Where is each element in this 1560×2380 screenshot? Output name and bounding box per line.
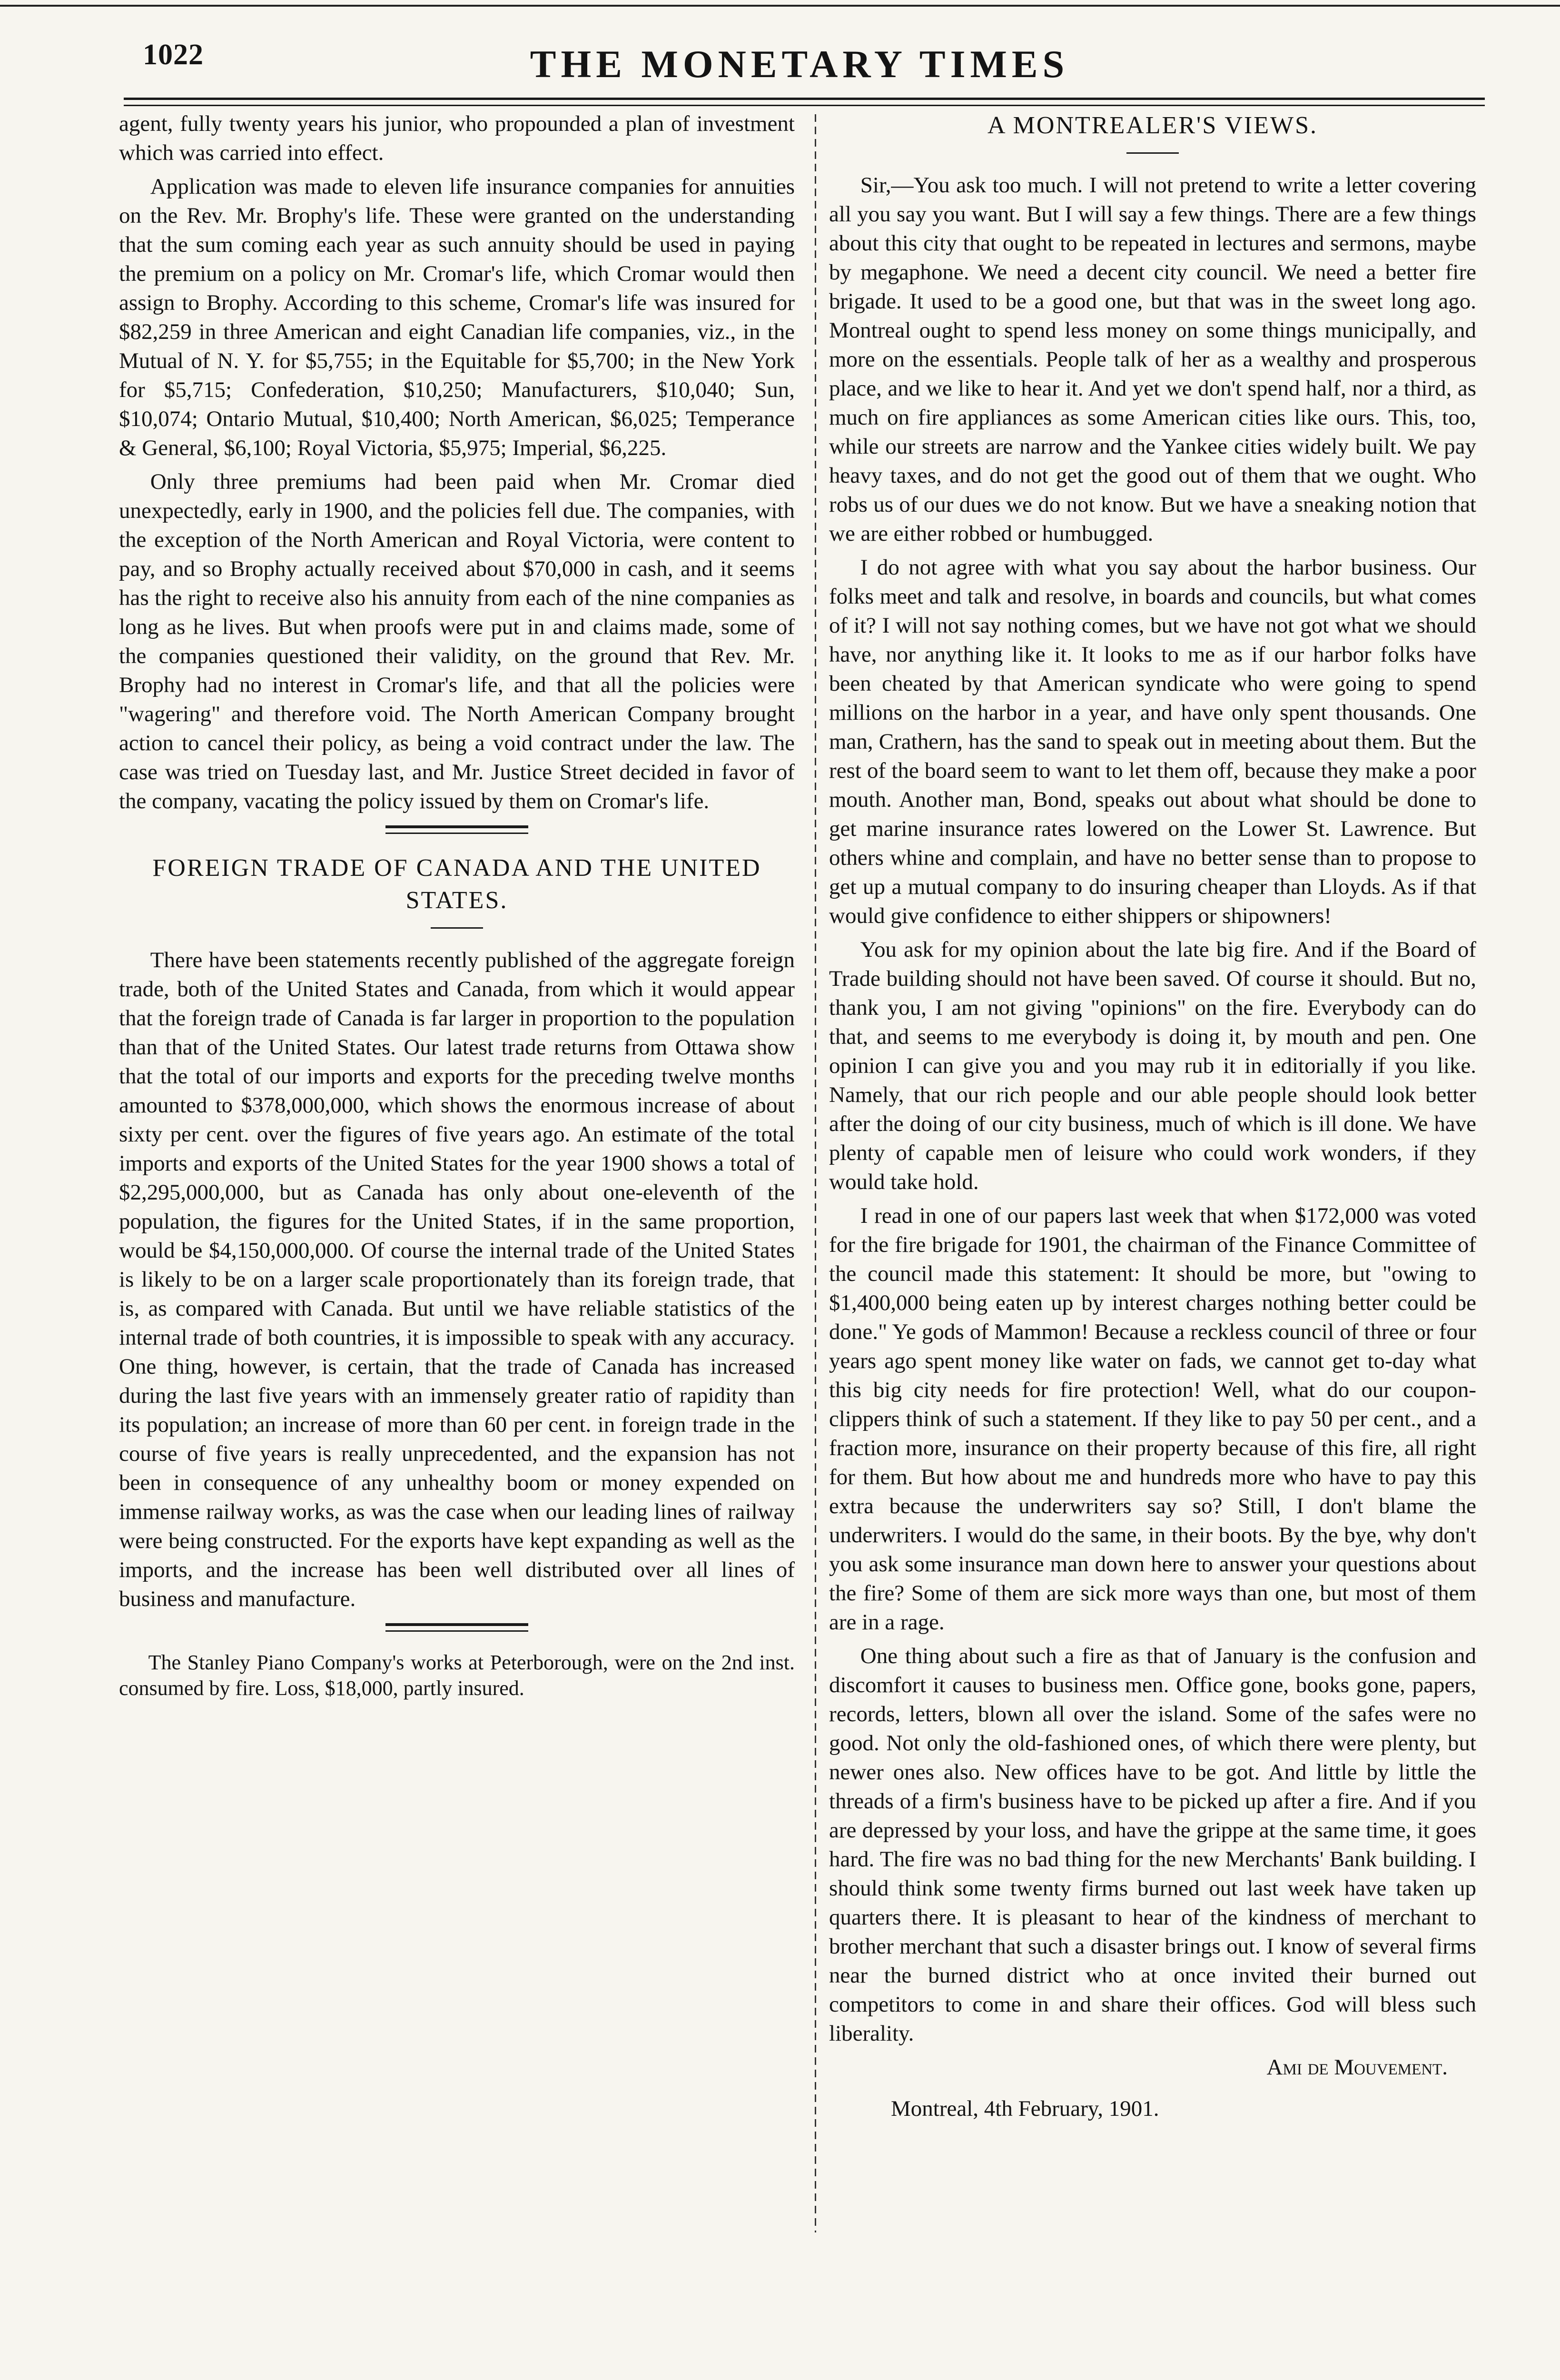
letter-paragraph: I read in one of our papers last week that when $172,000 was voted for the fire brigade for 1901, the chairman of the Finance Committee of the council made this statement: It should be more, but "owing to $1,400,000 being eaten up by interest charges nothing better could be done." Ye gods of Mammon! Because a reckless council of three or four years ago spent money like water on fads, we cannot get to-day what this big city needs for fire protection! Well, what do our coupon-clippers think of such a statement. If they like to pay 50 per cent., and a fraction more, insurance on their property because of this fire, all right for them. But how about me and hundreds more who have to pay this extra because the underwriters say so? Still, I don't blame the underwriters. I would do the same, in their boots. By the bye, why don't you ask some insurance man down here to answer your questions about the fire? Some of them are sick more ways than one, but most of them are in a rage. xyxy=(829,1203,1476,1635)
article-brophy-insurance xyxy=(119,109,795,816)
article-paragraph: There have been statements recently published of the aggregate foreign trade, both of the United States and Canada, from which it would appear that the foreign trade of Canada is far larger in proportion to the population than that of the United States. Our latest trade returns from Ottawa show that the total of our imports and exports for the preceding twelve months amounted to $378,000,000, which shows the enormous increase of about sixty per cent. over the figures of five years ago. An estimate of the total imports and exports of the United States for the year 1900 shows a total of $2,295,000,000, but as Canada has only about one-eleventh of the population, the figures for the United States, if in the same proportion, would be $4,150,000,000. Of course the internal trade of the United States is likely to be on a larger scale proportionately than its foreign trade, that is, as compared with Canada. But until we have reliable statistics of the internal trade of both countries, it is impossible to speak with any accuracy. One thing, however, is certain, that the trade of Canada has increased during the last five years with an immensely greater ratio of rapidity than its population; an increase of more than 60 per cent. in foreign trade in the course of five years is really unprecedented, and the expansion has not been in consequence of any unhealthy boom or money expended on immense railway works, as was the case when our leading lines of railway were being constructed. For the exports have kept expanding as well as the imports, and the increase has been well distributed over all lines of business and manufacture. xyxy=(119,948,795,1611)
article-title: FOREIGN TRADE OF CANADA AND THE UNITED STATES. xyxy=(152,854,761,914)
news-note xyxy=(119,1650,795,1701)
page-header xyxy=(114,33,1485,90)
header-rule xyxy=(124,98,1485,100)
section-separator xyxy=(385,1623,528,1632)
letter-paragraph: You ask for my opinion about the late big fire. And if the Board of Trade building should not have been saved. Of course it should. But no, thank you, I am not giving "opinions" on the fire. Everybody can do that, and seems to me everybody is doing it, by mouth and pen. One opinion I can give you and you may rub it in editorially if you like. Namely, that our rich people and our able people should look better after the doing of our city business, much of which is ill done. We have plenty of capable men of leisure who could work wonders, if they would take hold. xyxy=(829,937,1476,1194)
header-rule xyxy=(124,105,1485,106)
top-border-rule xyxy=(0,5,1560,7)
article-paragraph: agent, fully twenty years his junior, who propounded a plan of investment which was carried into effect. xyxy=(119,111,795,165)
column-divider xyxy=(815,114,816,2232)
letter-dateline: Montreal, 4th February, 1901. xyxy=(891,2096,1159,2121)
letter-signature: Ami de Mouvement. xyxy=(1266,2055,1448,2080)
page-number: 1022 xyxy=(143,39,204,71)
letter-paragraph: One thing about such a fire as that of January is the confusion and discomfort it causes to business men. Office gone, books gone, papers, records, letters, blown all over the island. Some of the safes were no good. Not only the old-fashioned ones, of which there were plenty, but newer ones also. New offices have to be got. And little by little the threads of a firm's business have to be picked up after a fire. And if you are depressed by your loss, and have the grippe at the same time, it goes hard. The fire was no bad thing for the new Merchants' Bank building. I should think some twenty firms burned out last week have taken up quarters there. It is pleasant to hear of the kindness of merchant to brother merchant that such a disaster brings out. I know of several firms near the burned district who at once invited their burned out competitors to come in and share their offices. God will bless such liberality. xyxy=(829,1644,1476,2046)
article-foreign-trade xyxy=(119,852,795,1614)
article-paragraph: Application was made to eleven life insurance companies for annuities on the Rev. Mr. Brophy's life. These were granted on the understanding that the sum coming each year as such annuity should be used in paying the premium on a policy on Mr. Cromar's life, which Cromar would then assign to Brophy. According to this scheme, Cromar's life was insured for $82,259 in three American and eight Canadian life companies, viz., in the Mutual of N. Y. for $5,755; in the Equitable for $5,700; in the New York for $5,715; Confederation, $10,250; Manufacturers, $10,040; Sun, $10,074; Ontario Mutual, $10,400; North American, $6,025; Temperance & General, $6,100; Royal Victoria, $5,975; Imperial, $6,225. xyxy=(119,174,795,460)
letter-title: A MONTREALER'S VIEWS. xyxy=(987,112,1318,139)
note-paragraph: The Stanley Piano Company's works at Peterborough, were on the 2nd inst. consumed by fire. Loss, $18,000, partly insured. xyxy=(119,1651,795,1700)
title-rule xyxy=(431,927,483,929)
section-separator xyxy=(385,825,528,834)
right-column xyxy=(829,109,1476,2128)
letter-paragraph: I do not agree with what you say about the harbor business. Our folks meet and talk and resolve, in boards and councils, but what comes of it? I will not say nothing comes, but we have not got what we should have, nor anything like it. It looks to me as if our harbor folks have been cheated by that American syndicate who were going to spend millions on the harbor in a year, and have only spent thousands. One man, Crathern, has the sand to speak out in meeting about them. But the rest of the board seem to want to let them off, because they make a poor mouth. Another man, Bond, speaks out about what should be done to get marine insurance rates lowered on the Lower St. Lawrence. But others whine and complain, and have no better sense than to propose to get up a mutual company to do insuring cheaper than Lloyds. As if that would give confidence to either shippers or shipowners! xyxy=(829,555,1476,928)
article-paragraph: Only three premiums had been paid when Mr. Cromar died unexpectedly, early in 1900, and the policies fell due. The companies, with the exception of the North American and Royal Victoria, were content to pay, and so Brophy actually received about $70,000 in cash, and it seems has the right to receive also his annuity from each of the nine companies as long as he lives. But when proofs were put in and claims made, some of the companies questioned their validity, on the ground that Rev. Mr. Brophy had no interest in Cromar's life, and that all the policies were "wagering" and therefore void. The North American Company brought action to cancel their policy, as being a void contract under the law. The case was tried on Tuesday last, and Mr. Justice Street decided in favor of the company, vacating the policy issued by them on Cromar's life. xyxy=(119,469,795,813)
letter-paragraph: Sir,—You ask too much. I will not pretend to write a letter covering all you say you want. But I will say a few things. There are a few things about this city that ought to be repeated in lectures and sermons, maybe by megaphone. We need a decent city council. We need a better fire brigade. It used to be a good one, but that was in the sweet long ago. Montreal ought to spend less money on some things municipally, and more on the essentials. People talk of her as a wealthy and prosperous place, and we like to hear it. And yet we don't spend half, nor a third, as much on fire appliances as some American cities like ours. This, too, while our streets are narrow and the Yankee cities widely built. We pay heavy taxes, and do not get the good out of them that we ought. Who robs us of our dues we do not know. But we have a sneaking notion that we are either robbed or humbugged. xyxy=(829,173,1476,546)
title-rule xyxy=(1126,152,1179,154)
masthead-title: THE MONETARY TIMES xyxy=(530,42,1069,86)
left-column xyxy=(119,109,795,1706)
